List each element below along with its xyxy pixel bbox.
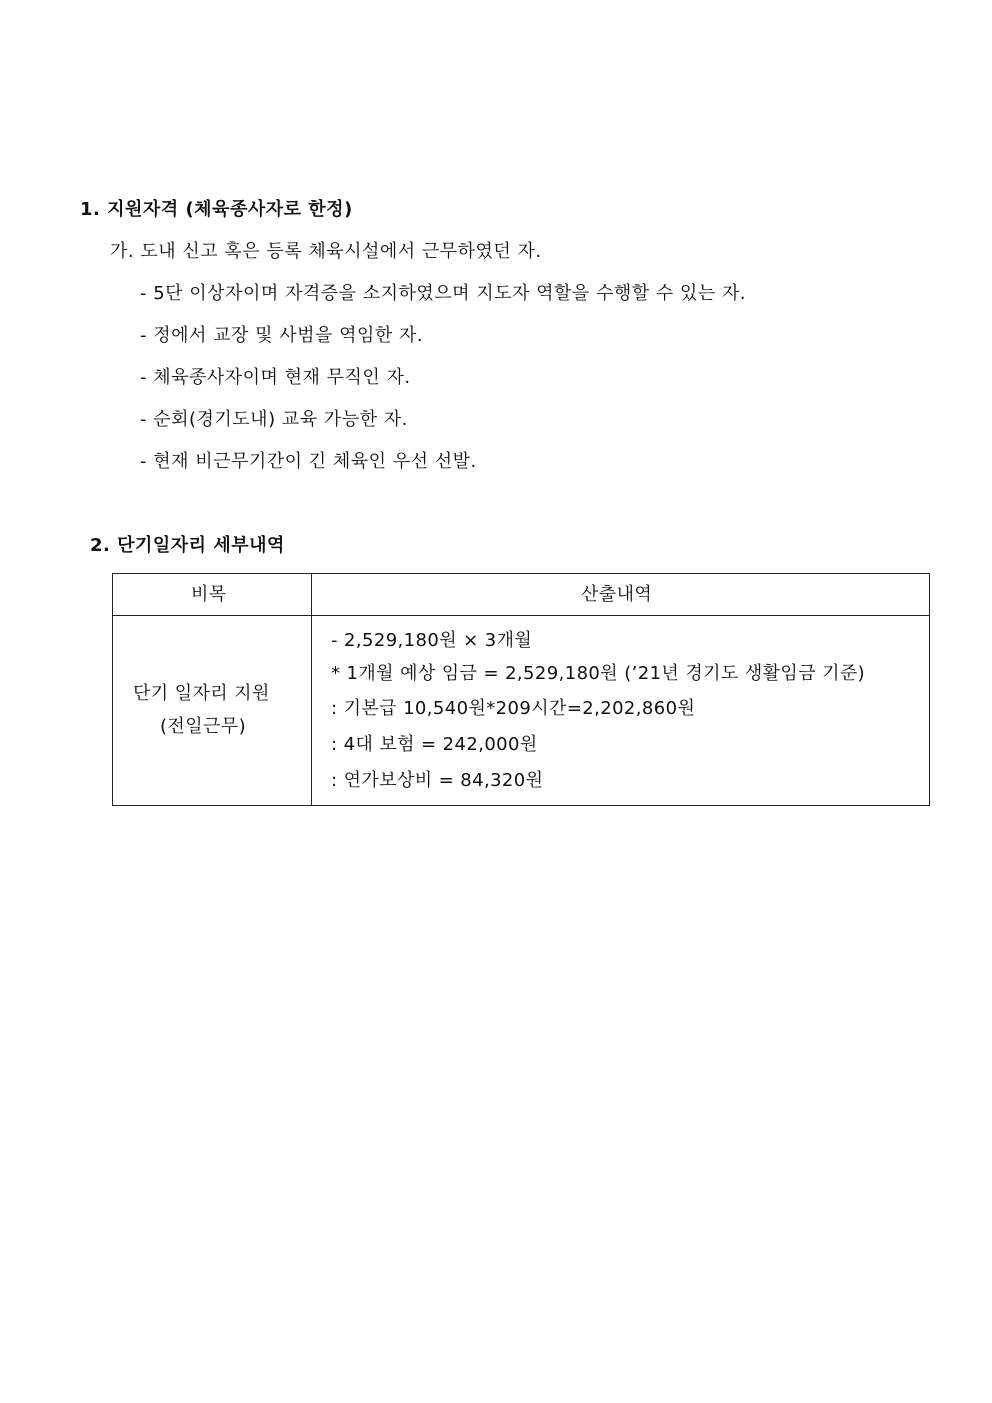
qualification-item: - 현재 비근무기간이 긴 체육인 우선 선발. bbox=[140, 451, 477, 472]
section-2-title: 2. 단기일자리 세부내역 bbox=[90, 535, 285, 556]
header-detail: 산출내역 bbox=[581, 584, 653, 605]
detail-line: * 1개월 예상 임금 = 2,529,180원 (’21년 경기도 생활임금 기준) bbox=[331, 663, 866, 684]
detail-line: : 연가보상비 = 84,320원 bbox=[331, 770, 544, 791]
table-column-divider bbox=[311, 574, 312, 805]
section-1-subtitle: 가. 도내 신고 혹은 등록 체육시설에서 근무하였던 자. bbox=[110, 241, 542, 262]
table-header-row bbox=[113, 574, 929, 616]
section-1-title: 1. 지원자격 (체육종사자로 한정) bbox=[80, 199, 353, 220]
qualification-item: - 정에서 교장 및 사범을 역임한 자. bbox=[140, 325, 424, 346]
job-detail-table bbox=[112, 573, 930, 806]
header-item: 비목 bbox=[191, 584, 227, 605]
qualification-item: - 체육종사자이며 현재 무직인 자. bbox=[140, 367, 411, 388]
detail-line: : 기본급 10,540원*209시간=2,202,860원 bbox=[331, 698, 696, 719]
row-item-note: (전일근무) bbox=[160, 716, 246, 737]
qualification-item: - 순회(경기도내) 교육 가능한 자. bbox=[140, 409, 408, 430]
row-item-name: 단기 일자리 지원 bbox=[133, 683, 270, 704]
qualification-item: - 5단 이상자이며 자격증을 소지하였으며 지도자 역할을 수행할 수 있는 자. bbox=[140, 283, 747, 304]
detail-line: : 4대 보험 = 242,000원 bbox=[331, 734, 538, 755]
detail-line: - 2,529,180원 × 3개월 bbox=[331, 630, 533, 651]
